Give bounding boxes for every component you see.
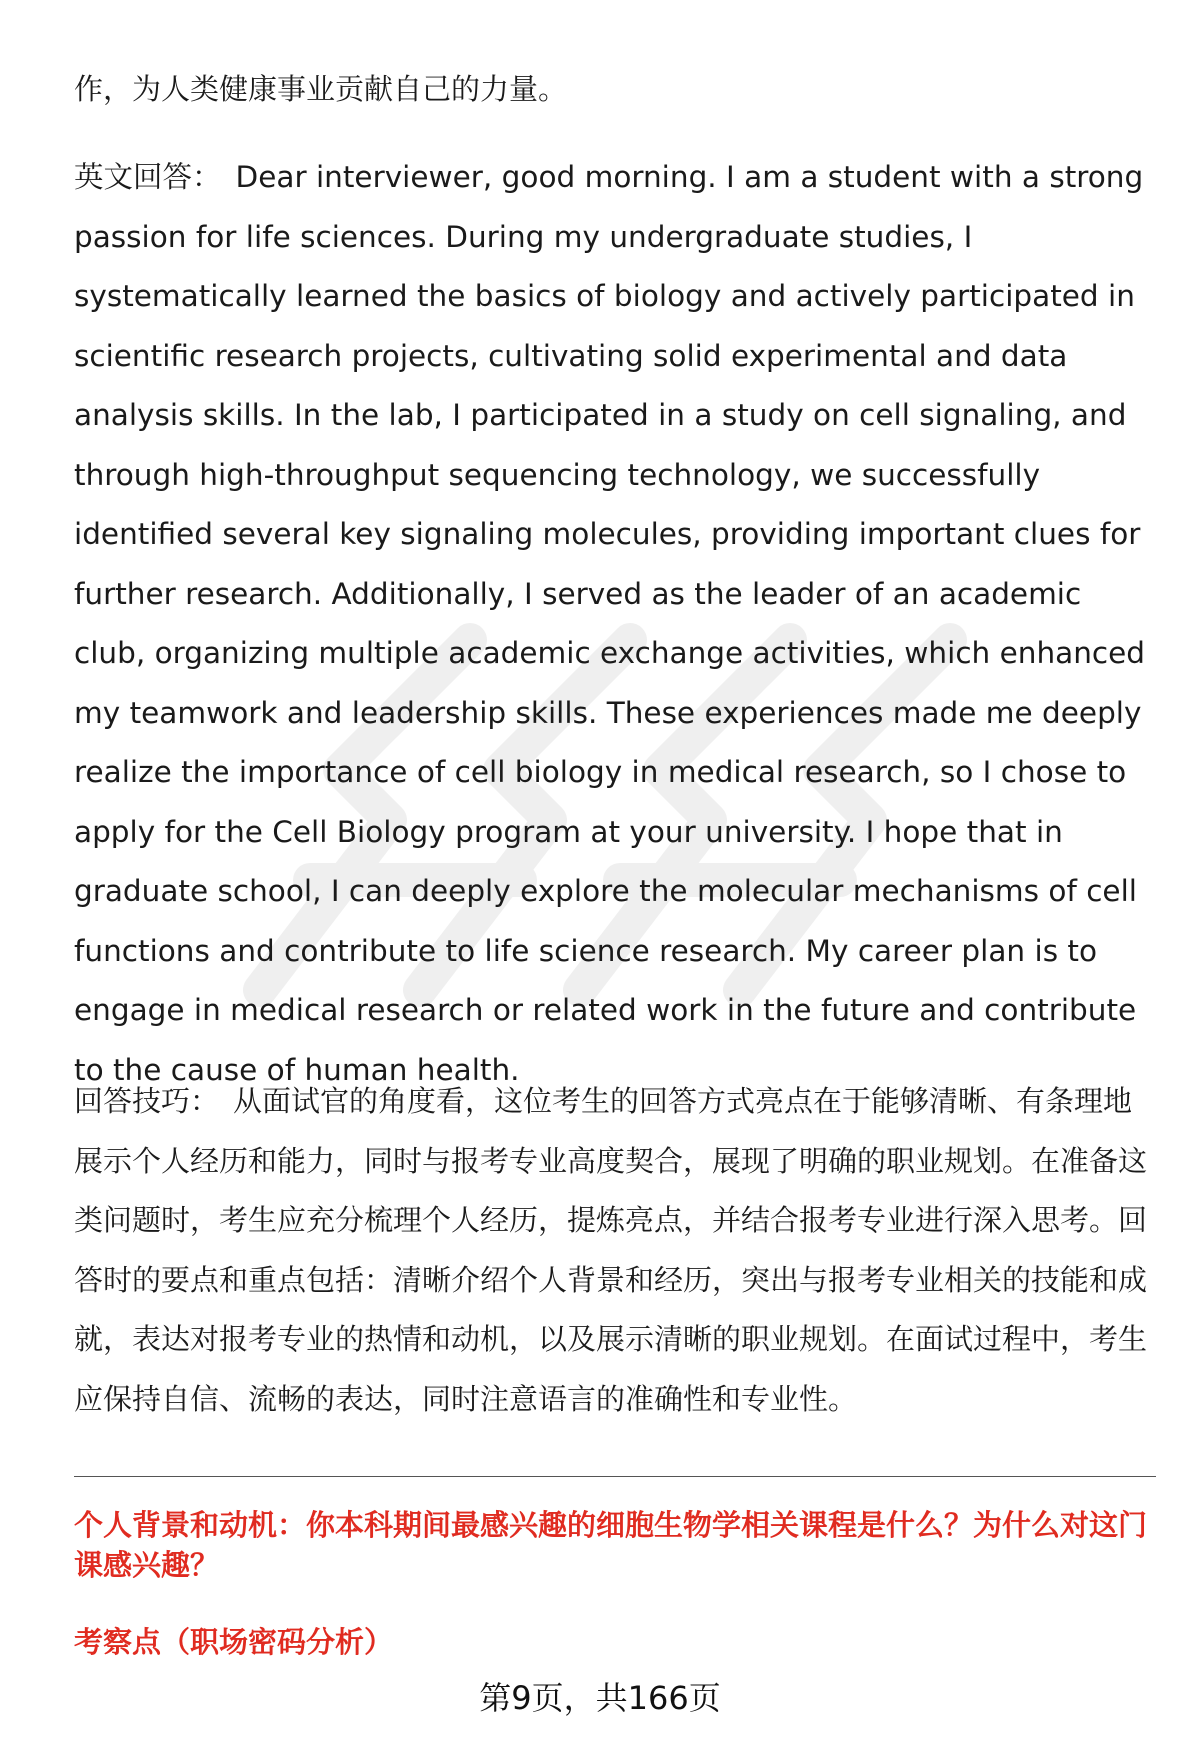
answer-tips-paragraph	[74, 1072, 1156, 1429]
section-divider	[74, 1476, 1156, 1477]
assessment-point-heading: 考察点（职场密码分析）	[74, 1625, 394, 1659]
continuation-paragraph: 作，为人类健康事业贡献自己的力量。	[74, 72, 568, 106]
answer-tips-label: 回答技巧：	[74, 1084, 220, 1118]
english-answer-label: 英文回答：	[74, 160, 222, 194]
page-number: 第9页，共166页	[479, 1679, 721, 1717]
answer-tips-text: 从面试官的角度看，这位考生的回答方式亮点在于能够清晰、有条理地展示个人经历和能力，同时与报考专业高度契合，展现了明确的职业规划。在准备这类问题时，考生应充分梳理个人经历，提炼亮点，并结合报考专业进行深入思考。回答时的要点和重点包括：清晰介绍个人背景和经历，突出与报考专业相关的技能和成就，表达对报考专业的热情和动机，以及展示清晰的职业规划。在面试过程中，考生应保持自信、流畅的表达，同时注意语言的准确性和专业性。	[74, 1084, 1148, 1416]
english-answer-text: Dear interviewer, good morning. I am a student with a strong passion for life sciences. During my undergraduate studies, I systematically learned the basics of biology and actively participated in scientific research projects, cultivating solid experimental and data analysis skills. In the lab, I participated in a study on cell signaling, and through high-throughput sequencing technology, we successfully identified several key signaling molecules, providing important clues for further research. Additionally, I served as the leader of an academic club, organizing multiple academic exchange activities, which enhanced my teamwork and leadership skills. These experiences made me deeply realize the importance of cell biology in medical research, so I chose to apply for the Cell Biology program at your university. I hope that in graduate school, I can deeply explore the molecular mechanisms of cell functions and contribute to life science research. My career plan is to engage in medical research or related work in the future and contribute to the cause of human health.	[74, 160, 1146, 1087]
question-heading: 个人背景和动机：你本科期间最感兴趣的细胞生物学相关课程是什么？为什么对这门课感兴趣？	[74, 1508, 1148, 1582]
english-answer-paragraph	[74, 148, 1156, 1100]
